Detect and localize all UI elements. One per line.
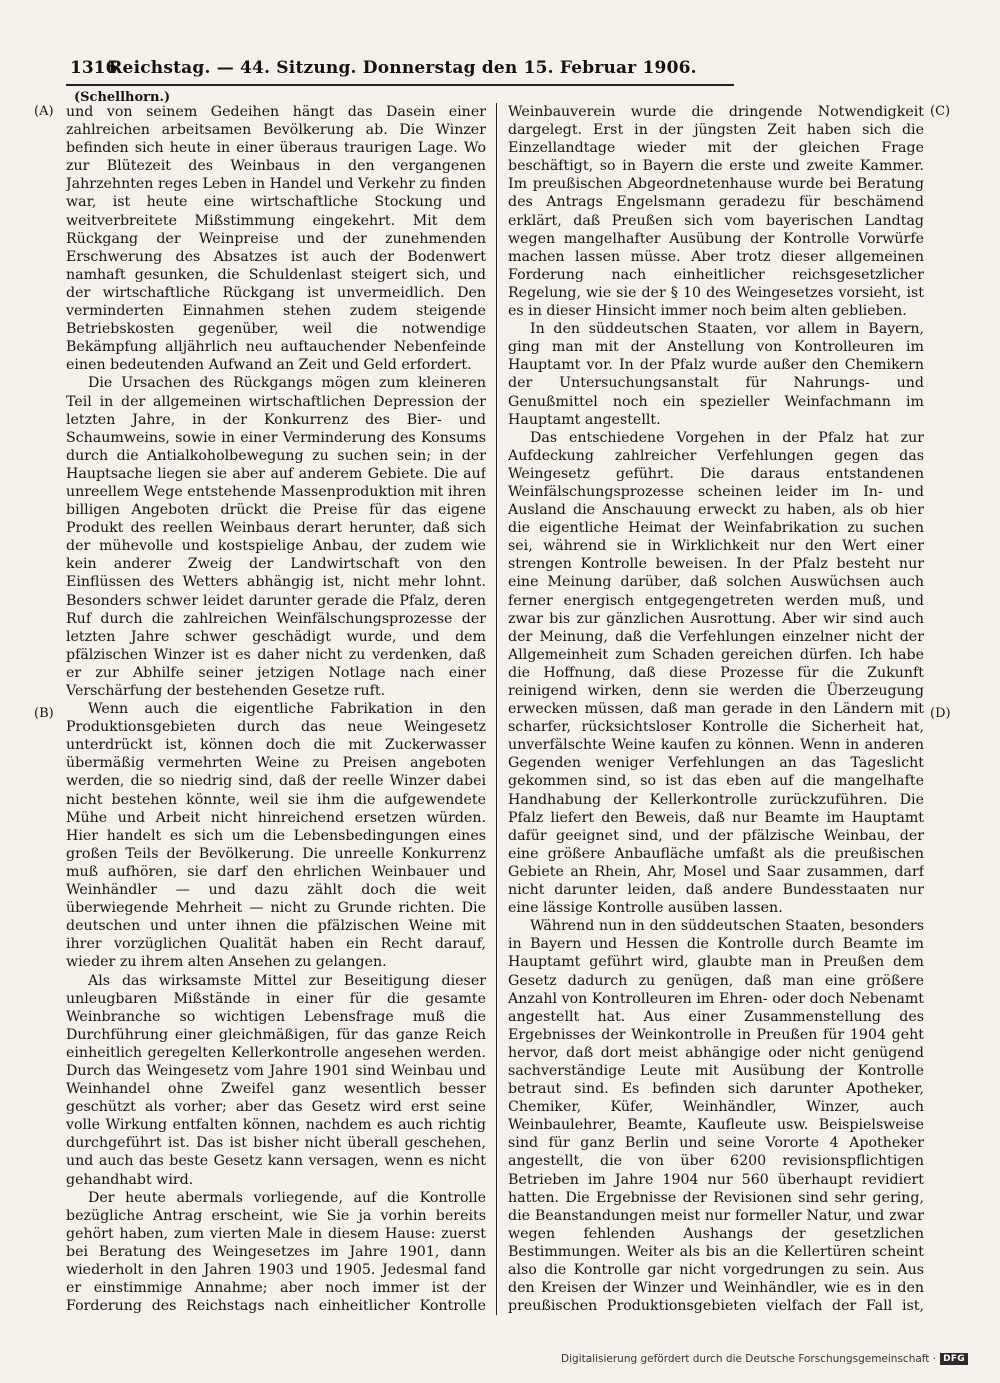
- header-rule: [66, 84, 734, 86]
- paragraph: Das entschiedene Vorgehen in der Pfalz hat zur Aufdeckung zahlreicher Verfehlungen gegen das Weingesetz geführt. Die daraus entstandenen Weinfälschungsprozesse scheinen leider im In- und Ausland die Anschauung erweckt zu haben, als ob hier die eigentliche Heimat der Weinfabrikation zu suchen sei, während sie in Wirklichkeit nur den Wert einer strengen Kontrolle beweisen. In der Pfalz besteht nur eine Meinung darüber, daß solchen Auswüchsen auch ferner energisch entgegengetreten werden muß, und zwar bis zur gänzlichen Ausrottung. Aber wir sind auch der Meinung, daß die Verfehlungen einzelner nicht der Allgemeinheit zum Schaden gereichen dürfen. Ich habe die Hoffnung, daß diese Prozesse für die Zukunft reinigend wirken, denn sie werden die Überzeugung erwecken müssen, daß man gerade in den Ländern mit scharfer, rücksichtsloser Kontrolle die Sicherheit hat, unverfälschte Weine kaufen zu können. Wenn in anderen Gegenden weniger Verfehlungen an das Tageslicht gekommen sind, so ist das eben auf die mangelhafte Handhabung der Kellerkontrolle zurückzuführen. Die Pfalz liefert den Beweis, daß nur Beamte im Hauptamt dafür geeignet sind, und der pfälzische Weinbau, der eine größere Anbaufläche umfaßt als die preußischen Gebiete an Rhein, Ahr, Mosel und Saar zusammen, darf nicht darunter leiden, daß andere Bundesstaaten nur eine lässige Kontrolle ausüben lassen.: [508, 429, 924, 917]
- margin-marker-b: (B): [34, 706, 54, 721]
- right-column: [508, 103, 924, 1313]
- left-column: [66, 103, 486, 1313]
- paragraph: Weinbauverein wurde die dringende Notwendigkeit dargelegt. Erst in der jüngsten Zeit haben sich die Einzellandtage wieder mit der gleichen Frage beschäftigt, so in Bayern die erste und zweite Kammer. Im preußischen Abgeordnetenhause wurde bei Beratung des Antrags Engelsmann geradezu für beschämend erklärt, daß Preußen sich vom bayerischen Landtag wegen mangelhafter Ausübung der Kontrolle Vorwürfe machen lassen müsse. Aber trotz dieser allgemeinen Forderung nach einheitlicher reichsgesetzlicher Regelung, wie sie der § 10 des Weingesetzes vorsieht, ist es in dieser Hinsicht immer noch beim alten geblieben.: [508, 104, 924, 320]
- margin-marker-c: (C): [930, 104, 951, 119]
- paragraph: und von seinem Gedeihen hängt das Dasein einer zahlreichen arbeitsamen Bevölkerung ab. Die Winzer befinden sich heute in einer überaus traurigen Lage. Wo zur Blütezeit des Weinbaus in den vergangenen Jahrzehnten reges Leben in Handel und Verkehr zu finden war, ist heute eine wirtschaftliche Stockung und weitverbreitete Mißstimmung eingekehrt. Mit dem Rückgang der Weinpreise und der zunehmenden Erschwerung des Absatzes ist auch der Bodenwert namhaft gesunken, die Schuldenlast steigert sich, und der wirtschaftliche Rückgang ist unvermeidlich. Den verminderten Einnahmen stehen zudem steigende Betriebskosten gegenüber, weil die notwendige Bekämpfung alljährlich neu auftauchender Nebenfeinde einen bedeutenden Aufwand an Zeit und Geld erfordert.: [66, 104, 486, 374]
- paragraph: Wenn auch die eigentliche Fabrikation in den Produktionsgebieten durch das neue Weingesetz unterdrückt ist, können doch die mit Zuckerwasser übermäßig vermehrten Weine zu Preisen angeboten werden, die so niedrig sind, daß der reelle Winzer dabei nicht bestehen könnte, weil sie ihm die aufgewendete Mühe und Arbeit nicht hinreichend ersetzen würden. Hier handelt es sich um die Lebensbedingungen eines großen Teils der Bevölkerung. Die unreelle Konkurrenz muß aufhören, sie darf den ehrlichen Weinbauer und Weinhändler — und dazu zählt doch die weit überwiegende Mehrheit — nicht zu Grunde richten. Die deutschen und unter ihnen die pfälzischen Weine mit ihrer vorzüglichen Qualität haben ein Recht darauf, wieder zu ihrem alten Ansehen zu gelangen.: [66, 701, 486, 971]
- page-number: 1316: [70, 58, 118, 78]
- footer-credit: [561, 1353, 968, 1365]
- dfg-logo: DFG: [940, 1353, 968, 1365]
- running-head: Reichstag. — 44. Sitzung. Donnerstag den 15. Februar 1906.: [108, 58, 697, 78]
- page-header: [70, 58, 735, 84]
- paragraph: In den süddeutschen Staaten, vor allem in Bayern, ging man mit der Anstellung von Kontrolleuren im Hauptamt vor. In der Pfalz wurde außer den Chemikern der Untersuchungsanstalt für Nahrungs- und Genußmittel noch ein spezieller Weinfachmann im Hauptamt angestellt.: [508, 321, 924, 428]
- column-divider: [496, 103, 497, 1315]
- margin-marker-a: (A): [34, 104, 54, 119]
- paragraph: Die Ursachen des Rückgangs mögen zum kleineren Teil in der allgemeinen wirtschaftlichen Depression der letzten Jahre, in der Konkurrenz des Bier- und Schaumweins, sowie in einer Verminderung des Konsums durch die Antialkoholbewegung zu suchen sein; in der Hauptsache liegen sie aber auf anderem Gebiete. Die auf unreellem Wege entstehende Massenproduktion mit ihren billigen Angeboten drückt die Preise für das eigene Produkt des reellen Weinbaus derart herunter, daß sich der mühevolle und kostspielige Anbau, der zudem wie kein anderer Zweig der Landwirtschaft von den Einflüssen des Wetters abhängig ist, nicht mehr lohnt. Besonders schwer leidet darunter gerade die Pfalz, deren Ruf durch die zahlreichen Weinfälschungsprozesse der letzten Jahre schwer geschädigt wurde, und dem pfälzischen Winzer ist es daher nicht zu verdenken, daß er zur Abhilfe seiner jetzigen Notlage nach einer Verschärfung der bestehenden Gesetze ruft.: [66, 375, 486, 699]
- footer-credit-text: Digitalisierung gefördert durch die Deutsche Forschungsgemeinschaft ·: [561, 1353, 937, 1365]
- paragraph: Während nun in den süddeutschen Staaten, besonders in Bayern und Hessen die Kontrolle durch Beamte im Hauptamt geführt wird, glaubte man in Preußen dem Gesetz dadurch zu genügen, daß man eine größere Anzahl von Kontrolleuren im Ehren- oder doch Nebenamt angestellt hat. Aus einer Zusammenstellung des Ergebnisses der Weinkontrolle in Preußen für 1904 geht hervor, daß dort meist abhängige oder nicht genügend sachverständige Leute mit Ausübung der Kontrolle betraut sind. Es befinden sich darunter Apotheker, Chemiker, Küfer, Weinhändler, Winzer, auch Weinbaulehrer, Beamte, Kaufleute usw. Beispielsweise sind für ganz Berlin und seine Vororte 4 Apotheker angestellt, die von über 6200 revisionspflichtigen Betrieben im Jahre 1904 nur 560 überhaupt revidiert hatten. Die Ergebnisse der Revisionen sind sehr gering, die Beanstandungen meist nur formeller Natur, und zwar wegen fehlenden Aushangs der gesetzlichen Bestimmungen. Weiter als bis an die Kellertüren scheint also die Kontrolle gar nicht vorgedrungen zu sein. Aus den Kreisen der Winzer und Weinhändler, wie es in den preußischen Produktionsgebieten vielfach der Fall ist,: [508, 918, 924, 1313]
- margin-marker-d: (D): [930, 706, 951, 721]
- paragraph: Der heute abermals vorliegende, auf die Kontrolle bezügliche Antrag erscheint, wie Sie ja vorhin bereits gehört haben, zum vierten Male in diesem Hause: zuerst bei Beratung des Weingesetzes im Jahre 1901, dann wiederholt in den Jahren 1903 und 1905. Jedesmal fand er einstimmige Annahme; aber noch immer ist der Forderung des Reichstags nach einheitlicher Kontrolle: [66, 1189, 486, 1313]
- speaker-label: (Schellhorn.): [74, 90, 171, 105]
- paragraph: Als das wirksamste Mittel zur Beseitigung dieser unleugbaren Mißstände in einer für die gesamte Weinbranche so wichtigen Lebensfrage muß die Durchführung einer gleichmäßigen, für das ganze Reich einheitlich geregelten Kellerkontrolle angesehen werden. Durch das Weingesetz vom Jahre 1901 sind Weinbau und Weinhandel ohne Zweifel ganz wesentlich besser geschützt als vorher; aber das Gesetz wird erst seine volle Wirkung entfalten können, nachdem es auch richtig durchgeführt ist. Das ist bisher nicht überall geschehen, und auch das beste Gesetz kann versagen, wenn es nicht gehandhabt wird.: [66, 972, 486, 1188]
